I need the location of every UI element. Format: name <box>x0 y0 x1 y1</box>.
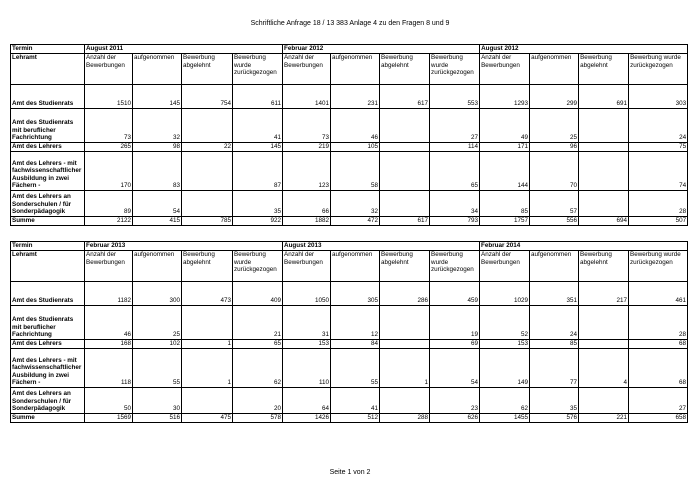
data-cell: 31 <box>283 306 331 340</box>
data-cell: 626 <box>430 414 480 423</box>
data-cell: 556 <box>530 217 579 226</box>
data-cell: 694 <box>579 217 629 226</box>
data-cell: 102 <box>133 340 182 349</box>
data-cell: 110 <box>283 349 331 388</box>
table-row <box>11 306 688 340</box>
data-cell: 22 <box>182 143 233 152</box>
data-cell <box>380 109 430 143</box>
data-cell: 1182 <box>85 282 133 306</box>
table-row <box>11 143 688 152</box>
col-aufgenommen-header: aufgenommen <box>133 251 182 282</box>
data-cell: 21 <box>233 306 283 340</box>
data-cell: 507 <box>629 217 688 226</box>
data-cell: 171 <box>480 143 530 152</box>
data-cell: 475 <box>182 414 233 423</box>
row-label: Amt des Lehrers <box>11 340 85 349</box>
term-header: Februar 2013 <box>85 242 283 251</box>
data-cell: 27 <box>430 109 480 143</box>
data-cell: 288 <box>380 414 430 423</box>
data-cell: 305 <box>331 282 380 306</box>
data-cell: 12 <box>331 306 380 340</box>
data-cell: 461 <box>629 282 688 306</box>
data-cell: 149 <box>480 349 530 388</box>
data-cell: 50 <box>85 388 133 414</box>
data-cell: 28 <box>629 306 688 340</box>
data-cell: 303 <box>629 85 688 109</box>
data-cell: 1 <box>182 340 233 349</box>
data-cell <box>380 191 430 217</box>
data-cell: 351 <box>530 282 579 306</box>
row-label: Amt des Lehrers an Sonderschulen / für Sonderpädagogik <box>11 191 85 217</box>
data-cell: 691 <box>579 85 629 109</box>
data-cell: 1050 <box>283 282 331 306</box>
row-label: Summe <box>11 217 85 226</box>
col-zurueck-header: Bewerbung wurde zurückgezogen <box>233 251 283 282</box>
row-label: Amt des Lehrers - mit fachwissenschaftlicher Ausbildung in zwei Fächern - <box>11 349 85 388</box>
table-row <box>11 109 688 143</box>
data-cell: 24 <box>629 109 688 143</box>
data-cell: 46 <box>331 109 380 143</box>
data-cell: 144 <box>480 152 530 191</box>
data-cell <box>579 388 629 414</box>
data-cell: 1 <box>182 349 233 388</box>
data-cell <box>579 191 629 217</box>
data-cell: 20 <box>233 388 283 414</box>
data-cell: 83 <box>133 152 182 191</box>
data-cell: 512 <box>331 414 380 423</box>
data-cell: 415 <box>133 217 182 226</box>
col-anzahl-header: Anzahl der Bewerbungen <box>85 54 133 85</box>
data-cell: 30 <box>133 388 182 414</box>
data-cell: 73 <box>283 109 331 143</box>
table-row <box>11 282 688 306</box>
data-cell: 54 <box>430 349 480 388</box>
col-anzahl-header: Anzahl der Bewerbungen <box>85 251 133 282</box>
data-cell: 35 <box>233 191 283 217</box>
data-cell: 24 <box>530 306 579 340</box>
data-cell: 73 <box>85 109 133 143</box>
data-cell: 118 <box>85 349 133 388</box>
data-cell: 123 <box>283 152 331 191</box>
data-cell: 153 <box>283 340 331 349</box>
data-cell: 617 <box>380 217 430 226</box>
data-cell: 553 <box>430 85 480 109</box>
data-cell: 168 <box>85 340 133 349</box>
table-2 <box>10 241 688 423</box>
data-cell: 217 <box>579 282 629 306</box>
data-cell: 219 <box>283 143 331 152</box>
col-anzahl-header: Anzahl der Bewerbungen <box>480 251 530 282</box>
data-cell: 231 <box>331 85 380 109</box>
data-cell: 221 <box>579 414 629 423</box>
data-cell <box>579 152 629 191</box>
row-label: Amt des Studienrats mit beruflicher Fachrichtung <box>11 109 85 143</box>
col-anzahl-header: Anzahl der Bewerbungen <box>283 54 331 85</box>
data-cell: 754 <box>182 85 233 109</box>
data-cell: 58 <box>331 152 380 191</box>
table-row <box>11 217 688 226</box>
data-cell: 516 <box>133 414 182 423</box>
data-cell: 69 <box>430 340 480 349</box>
data-cell <box>579 143 629 152</box>
data-cell: 27 <box>629 388 688 414</box>
data-cell <box>579 109 629 143</box>
data-cell <box>579 340 629 349</box>
data-cell <box>380 306 430 340</box>
data-cell: 49 <box>480 109 530 143</box>
data-cell <box>380 152 430 191</box>
row-label: Amt des Lehrers <box>11 143 85 152</box>
data-cell: 299 <box>530 85 579 109</box>
data-cell: 75 <box>629 143 688 152</box>
data-cell: 409 <box>233 282 283 306</box>
col-zurueck-header: Bewerbung wurde zurückgezogen <box>430 251 480 282</box>
data-cell: 1401 <box>283 85 331 109</box>
data-cell: 1510 <box>85 85 133 109</box>
data-cell: 64 <box>283 388 331 414</box>
col-zurueck-header: Bewerbung wurde zurückgezogen <box>430 54 480 85</box>
data-cell: 1426 <box>283 414 331 423</box>
data-cell <box>182 388 233 414</box>
data-cell: 55 <box>133 349 182 388</box>
data-cell: 1293 <box>480 85 530 109</box>
data-cell <box>182 109 233 143</box>
data-cell: 472 <box>331 217 380 226</box>
data-cell: 265 <box>85 143 133 152</box>
lehramt-header: Lehramt <box>11 251 85 282</box>
data-cell: 617 <box>380 85 430 109</box>
data-cell: 145 <box>133 85 182 109</box>
data-cell: 114 <box>430 143 480 152</box>
table-row <box>11 388 688 414</box>
data-cell: 28 <box>629 191 688 217</box>
col-zurueck-header: Bewerbung wurde zurückgezogen <box>233 54 283 85</box>
data-cell: 1882 <box>283 217 331 226</box>
data-cell: 54 <box>133 191 182 217</box>
lehramt-header: Lehramt <box>11 54 85 85</box>
col-abgelehnt-header: Bewerbung abgelehnt <box>380 54 430 85</box>
data-cell: 41 <box>233 109 283 143</box>
data-cell: 578 <box>233 414 283 423</box>
col-zurueck-header: Bewerbung wurde zurückgezogen <box>629 251 688 282</box>
data-cell: 473 <box>182 282 233 306</box>
data-cell <box>380 340 430 349</box>
data-cell: 68 <box>629 340 688 349</box>
table-row <box>11 191 688 217</box>
data-cell: 62 <box>233 349 283 388</box>
data-cell <box>380 143 430 152</box>
data-cell: 46 <box>85 306 133 340</box>
data-cell: 55 <box>331 349 380 388</box>
data-cell: 87 <box>233 152 283 191</box>
col-aufgenommen-header: aufgenommen <box>530 251 579 282</box>
data-cell: 105 <box>331 143 380 152</box>
termin-header: Termin <box>11 242 85 251</box>
table-row <box>11 340 688 349</box>
data-cell: 98 <box>133 143 182 152</box>
data-cell: 286 <box>380 282 430 306</box>
col-aufgenommen-header: aufgenommen <box>331 251 380 282</box>
data-cell: 300 <box>133 282 182 306</box>
data-cell: 32 <box>133 109 182 143</box>
data-cell: 658 <box>629 414 688 423</box>
row-label: Summe <box>11 414 85 423</box>
data-cell: 19 <box>430 306 480 340</box>
data-cell: 34 <box>430 191 480 217</box>
data-cell: 35 <box>530 388 579 414</box>
term-header: August 2011 <box>85 45 283 54</box>
data-cell: 66 <box>283 191 331 217</box>
term-header: Februar 2012 <box>283 45 480 54</box>
data-cell: 170 <box>85 152 133 191</box>
data-cell: 785 <box>182 217 233 226</box>
row-label: Amt des Lehrers an Sonderschulen / für Sonderpädagogik <box>11 388 85 414</box>
data-cell <box>182 191 233 217</box>
data-cell: 89 <box>85 191 133 217</box>
data-cell: 68 <box>629 349 688 388</box>
data-cell: 1 <box>380 349 430 388</box>
row-label: Amt des Studienrats mit beruflicher Fachrichtung <box>11 306 85 340</box>
row-label: Amt des Lehrers - mit fachwissenschaftlicher Ausbildung in zwei Fächern - <box>11 152 85 191</box>
data-cell <box>182 306 233 340</box>
data-cell: 77 <box>530 349 579 388</box>
data-cell <box>182 152 233 191</box>
data-cell: 23 <box>430 388 480 414</box>
table-row <box>11 349 688 388</box>
row-label: Amt des Studienrats <box>11 282 85 306</box>
term-header: August 2012 <box>480 45 688 54</box>
col-abgelehnt-header: Bewerbung abgelehnt <box>579 54 629 85</box>
data-cell: 96 <box>530 143 579 152</box>
data-cell: 145 <box>233 143 283 152</box>
table-row <box>11 414 688 423</box>
data-cell: 2122 <box>85 217 133 226</box>
data-cell: 25 <box>133 306 182 340</box>
col-zurueck-header: Bewerbung wurde zurückgezogen <box>629 54 688 85</box>
data-cell: 153 <box>480 340 530 349</box>
table-1 <box>10 44 688 226</box>
col-anzahl-header: Anzahl der Bewerbungen <box>283 251 331 282</box>
data-cell: 70 <box>530 152 579 191</box>
table-row <box>11 85 688 109</box>
data-cell: 1757 <box>480 217 530 226</box>
data-cell: 32 <box>331 191 380 217</box>
col-abgelehnt-header: Bewerbung abgelehnt <box>579 251 629 282</box>
data-cell: 85 <box>480 191 530 217</box>
data-cell: 576 <box>530 414 579 423</box>
data-cell: 25 <box>530 109 579 143</box>
data-cell: 74 <box>629 152 688 191</box>
data-cell: 84 <box>331 340 380 349</box>
term-header: August 2013 <box>283 242 480 251</box>
row-label: Amt des Studienrats <box>11 85 85 109</box>
data-cell: 57 <box>530 191 579 217</box>
term-header: Februar 2014 <box>480 242 688 251</box>
data-cell: 4 <box>579 349 629 388</box>
data-cell: 85 <box>530 340 579 349</box>
data-cell: 62 <box>480 388 530 414</box>
data-cell: 459 <box>430 282 480 306</box>
document-title: Schriftliche Anfrage 18 / 13 383 Anlage 4 zu den Fragen 8 und 9 <box>250 20 450 27</box>
data-cell <box>380 388 430 414</box>
col-abgelehnt-header: Bewerbung abgelehnt <box>182 251 233 282</box>
col-aufgenommen-header: aufgenommen <box>331 54 380 85</box>
data-cell: 611 <box>233 85 283 109</box>
data-cell: 922 <box>233 217 283 226</box>
data-cell: 793 <box>430 217 480 226</box>
table-row <box>11 152 688 191</box>
data-cell: 1569 <box>85 414 133 423</box>
col-abgelehnt-header: Bewerbung abgelehnt <box>380 251 430 282</box>
data-cell: 1455 <box>480 414 530 423</box>
col-aufgenommen-header: aufgenommen <box>530 54 579 85</box>
page-footer: Seite 1 von 2 <box>329 469 371 476</box>
data-cell: 52 <box>480 306 530 340</box>
col-abgelehnt-header: Bewerbung abgelehnt <box>182 54 233 85</box>
data-cell: 65 <box>430 152 480 191</box>
col-anzahl-header: Anzahl der Bewerbungen <box>480 54 530 85</box>
data-cell: 65 <box>233 340 283 349</box>
col-aufgenommen-header: aufgenommen <box>133 54 182 85</box>
data-cell: 1029 <box>480 282 530 306</box>
data-cell <box>579 306 629 340</box>
termin-header: Termin <box>11 45 85 54</box>
data-cell: 41 <box>331 388 380 414</box>
